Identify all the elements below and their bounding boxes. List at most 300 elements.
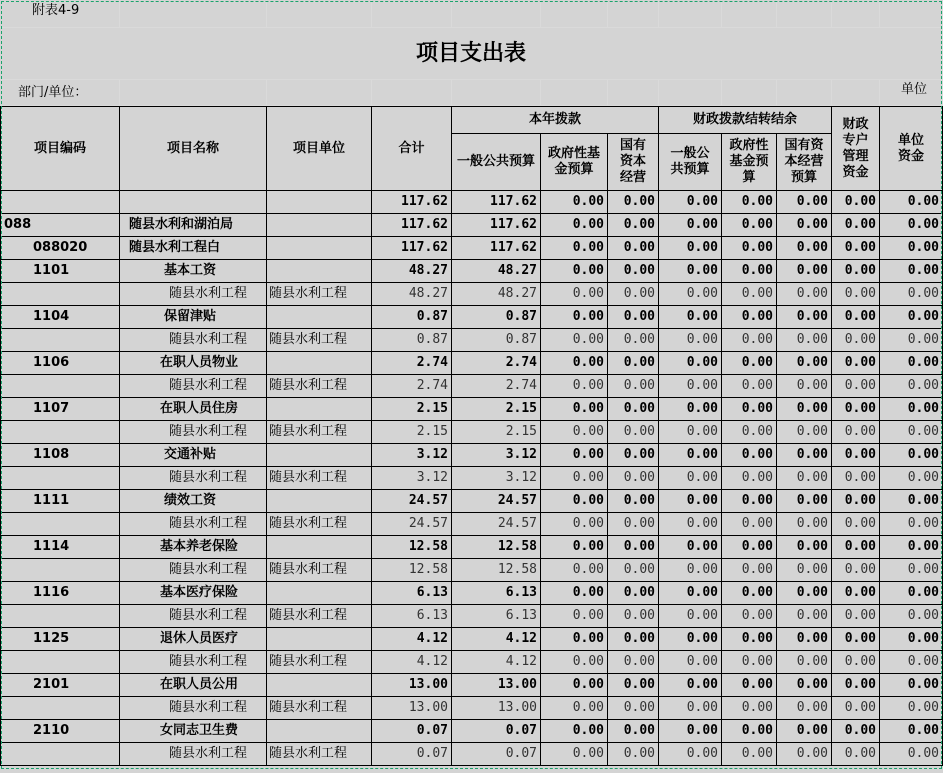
row-co-gov-fund[interactable]: 0.00 — [722, 628, 777, 651]
row-co-state-capital[interactable]: 0.00 — [777, 651, 832, 674]
row-special-fund[interactable]: 0.00 — [832, 260, 880, 283]
row-gov-fund[interactable]: 0.00 — [541, 283, 608, 306]
row-co-gov-fund[interactable]: 0.00 — [722, 398, 777, 421]
row-general-budget[interactable]: 0.87 — [452, 306, 541, 329]
row-code[interactable] — [0, 329, 120, 352]
row-co-gov-fund[interactable]: 0.00 — [722, 260, 777, 283]
row-special-fund[interactable]: 0.00 — [832, 697, 880, 720]
row-co-gov-fund[interactable]: 0.00 — [722, 490, 777, 513]
row-special-fund[interactable]: 0.00 — [832, 651, 880, 674]
row-co-gov-fund[interactable]: 0.00 — [722, 697, 777, 720]
row-code[interactable]: 2101 — [0, 674, 120, 697]
cell-d1[interactable] — [372, 0, 452, 28]
row-special-fund[interactable]: 0.00 — [832, 628, 880, 651]
row-unit[interactable]: 随县水利工程 — [267, 651, 372, 674]
row-gov-fund[interactable]: 0.00 — [541, 375, 608, 398]
row-general-budget[interactable]: 3.12 — [452, 444, 541, 467]
row-general-budget[interactable]: 13.00 — [452, 697, 541, 720]
row-co-gov-fund[interactable]: 0.00 — [722, 329, 777, 352]
row-total[interactable]: 117.62 — [372, 191, 452, 214]
row-co-state-capital[interactable]: 0.00 — [777, 582, 832, 605]
row-co-state-capital[interactable]: 0.00 — [777, 306, 832, 329]
row-co-general[interactable]: 0.00 — [659, 605, 722, 628]
row-co-gov-fund[interactable]: 0.00 — [722, 536, 777, 559]
row-unit-fund[interactable]: 0.00 — [880, 214, 943, 237]
row-general-budget[interactable]: 3.12 — [452, 467, 541, 490]
row-special-fund[interactable]: 0.00 — [832, 306, 880, 329]
row-unit[interactable] — [267, 398, 372, 421]
row-co-general[interactable]: 0.00 — [659, 467, 722, 490]
row-co-state-capital[interactable]: 0.00 — [777, 444, 832, 467]
row-co-general[interactable]: 0.00 — [659, 674, 722, 697]
row-state-capital[interactable]: 0.00 — [608, 237, 659, 260]
row-state-capital[interactable]: 0.00 — [608, 720, 659, 743]
row-co-state-capital[interactable]: 0.00 — [777, 421, 832, 444]
row-unit[interactable]: 随县水利工程 — [267, 743, 372, 766]
row-special-fund[interactable]: 0.00 — [832, 421, 880, 444]
row-name[interactable]: 基本工资 — [120, 260, 267, 283]
cell-b1[interactable] — [120, 0, 267, 28]
row-co-state-capital[interactable]: 0.00 — [777, 398, 832, 421]
row-state-capital[interactable]: 0.00 — [608, 444, 659, 467]
row-general-budget[interactable]: 117.62 — [452, 237, 541, 260]
row-special-fund[interactable]: 0.00 — [832, 674, 880, 697]
cell-k3[interactable] — [832, 80, 880, 106]
row-co-general[interactable]: 0.00 — [659, 329, 722, 352]
row-code[interactable]: 1101 — [0, 260, 120, 283]
row-code[interactable]: 1116 — [0, 582, 120, 605]
row-code[interactable] — [0, 467, 120, 490]
row-co-gov-fund[interactable]: 0.00 — [722, 191, 777, 214]
row-co-general[interactable]: 0.00 — [659, 490, 722, 513]
row-unit[interactable] — [267, 260, 372, 283]
row-general-budget[interactable]: 48.27 — [452, 283, 541, 306]
row-co-gov-fund[interactable]: 0.00 — [722, 582, 777, 605]
row-code[interactable] — [0, 743, 120, 766]
row-special-fund[interactable]: 0.00 — [832, 467, 880, 490]
row-gov-fund[interactable]: 0.00 — [541, 421, 608, 444]
row-co-gov-fund[interactable]: 0.00 — [722, 375, 777, 398]
cell-i3[interactable] — [722, 80, 777, 106]
row-co-state-capital[interactable]: 0.00 — [777, 674, 832, 697]
row-state-capital[interactable]: 0.00 — [608, 260, 659, 283]
row-co-general[interactable]: 0.00 — [659, 697, 722, 720]
row-unit[interactable]: 随县水利工程 — [267, 329, 372, 352]
row-special-fund[interactable]: 0.00 — [832, 605, 880, 628]
cell-h3[interactable] — [659, 80, 722, 106]
row-unit-fund[interactable]: 0.00 — [880, 559, 943, 582]
row-code[interactable] — [0, 375, 120, 398]
row-special-fund[interactable]: 0.00 — [832, 283, 880, 306]
row-total[interactable]: 48.27 — [372, 283, 452, 306]
row-state-capital[interactable]: 0.00 — [608, 582, 659, 605]
cell-g1[interactable] — [608, 0, 659, 28]
row-code[interactable] — [0, 651, 120, 674]
cell-e3[interactable] — [452, 80, 541, 106]
row-special-fund[interactable]: 0.00 — [832, 536, 880, 559]
row-state-capital[interactable]: 0.00 — [608, 674, 659, 697]
row-unit-fund[interactable]: 0.00 — [880, 352, 943, 375]
row-co-gov-fund[interactable]: 0.00 — [722, 467, 777, 490]
row-unit-fund[interactable]: 0.00 — [880, 697, 943, 720]
row-gov-fund[interactable]: 0.00 — [541, 237, 608, 260]
row-name[interactable]: 女同志卫生费 — [120, 720, 267, 743]
row-unit-fund[interactable]: 0.00 — [880, 536, 943, 559]
row-unit[interactable] — [267, 191, 372, 214]
row-name[interactable]: 随县水利工程 — [120, 559, 267, 582]
row-gov-fund[interactable]: 0.00 — [541, 398, 608, 421]
row-state-capital[interactable]: 0.00 — [608, 375, 659, 398]
row-total[interactable]: 2.74 — [372, 375, 452, 398]
row-gov-fund[interactable]: 0.00 — [541, 214, 608, 237]
row-special-fund[interactable]: 0.00 — [832, 513, 880, 536]
row-co-general[interactable]: 0.00 — [659, 651, 722, 674]
row-total[interactable]: 0.87 — [372, 329, 452, 352]
cell-d3[interactable] — [372, 80, 452, 106]
row-gov-fund[interactable]: 0.00 — [541, 329, 608, 352]
row-code[interactable] — [0, 559, 120, 582]
row-general-budget[interactable]: 0.07 — [452, 720, 541, 743]
row-state-capital[interactable]: 0.00 — [608, 559, 659, 582]
row-state-capital[interactable]: 0.00 — [608, 421, 659, 444]
row-co-gov-fund[interactable]: 0.00 — [722, 306, 777, 329]
row-name[interactable]: 随县水利工程 — [120, 743, 267, 766]
row-special-fund[interactable]: 0.00 — [832, 559, 880, 582]
row-general-budget[interactable]: 6.13 — [452, 605, 541, 628]
row-unit-fund[interactable]: 0.00 — [880, 237, 943, 260]
row-unit-fund[interactable]: 0.00 — [880, 444, 943, 467]
row-general-budget[interactable]: 24.57 — [452, 513, 541, 536]
row-code[interactable] — [0, 421, 120, 444]
row-special-fund[interactable]: 0.00 — [832, 237, 880, 260]
row-gov-fund[interactable]: 0.00 — [541, 536, 608, 559]
row-name[interactable]: 绩效工资 — [120, 490, 267, 513]
row-co-state-capital[interactable]: 0.00 — [777, 490, 832, 513]
row-gov-fund[interactable]: 0.00 — [541, 605, 608, 628]
row-code[interactable]: 1104 — [0, 306, 120, 329]
row-gov-fund[interactable]: 0.00 — [541, 582, 608, 605]
row-co-general[interactable]: 0.00 — [659, 260, 722, 283]
row-unit-fund[interactable]: 0.00 — [880, 191, 943, 214]
row-name[interactable]: 随县水利和湖泊局 — [120, 214, 267, 237]
row-state-capital[interactable]: 0.00 — [608, 490, 659, 513]
cell-j1[interactable] — [777, 0, 832, 28]
row-co-gov-fund[interactable]: 0.00 — [722, 651, 777, 674]
row-total[interactable]: 2.15 — [372, 421, 452, 444]
row-unit-fund[interactable]: 0.00 — [880, 605, 943, 628]
row-special-fund[interactable]: 0.00 — [832, 490, 880, 513]
row-unit-fund[interactable]: 0.00 — [880, 674, 943, 697]
row-total[interactable]: 48.27 — [372, 260, 452, 283]
row-unit-fund[interactable]: 0.00 — [880, 260, 943, 283]
row-gov-fund[interactable]: 0.00 — [541, 697, 608, 720]
cell-f3[interactable] — [541, 80, 608, 106]
row-name[interactable]: 随县水利工程 — [120, 651, 267, 674]
row-unit[interactable] — [267, 237, 372, 260]
row-code[interactable]: 1111 — [0, 490, 120, 513]
row-co-state-capital[interactable]: 0.00 — [777, 628, 832, 651]
row-state-capital[interactable]: 0.00 — [608, 467, 659, 490]
row-general-budget[interactable]: 2.15 — [452, 421, 541, 444]
row-general-budget[interactable]: 12.58 — [452, 559, 541, 582]
row-total[interactable]: 4.12 — [372, 628, 452, 651]
row-unit-fund[interactable]: 0.00 — [880, 375, 943, 398]
row-co-state-capital[interactable]: 0.00 — [777, 605, 832, 628]
row-co-state-capital[interactable]: 0.00 — [777, 467, 832, 490]
row-total[interactable]: 24.57 — [372, 513, 452, 536]
row-total[interactable]: 0.07 — [372, 743, 452, 766]
row-total[interactable]: 4.12 — [372, 651, 452, 674]
row-name[interactable]: 交通补贴 — [120, 444, 267, 467]
row-co-general[interactable]: 0.00 — [659, 191, 722, 214]
row-total[interactable]: 12.58 — [372, 559, 452, 582]
row-state-capital[interactable]: 0.00 — [608, 306, 659, 329]
row-gov-fund[interactable]: 0.00 — [541, 513, 608, 536]
row-unit-fund[interactable]: 0.00 — [880, 743, 943, 766]
row-total[interactable]: 13.00 — [372, 697, 452, 720]
row-unit-fund[interactable]: 0.00 — [880, 628, 943, 651]
row-name[interactable]: 在职人员物业 — [120, 352, 267, 375]
row-unit[interactable] — [267, 352, 372, 375]
row-code[interactable]: 1114 — [0, 536, 120, 559]
row-name[interactable]: 随县水利工程 — [120, 605, 267, 628]
row-co-state-capital[interactable]: 0.00 — [777, 260, 832, 283]
row-name[interactable]: 在职人员公用 — [120, 674, 267, 697]
row-co-gov-fund[interactable]: 0.00 — [722, 743, 777, 766]
row-co-general[interactable]: 0.00 — [659, 283, 722, 306]
row-unit[interactable] — [267, 582, 372, 605]
row-co-general[interactable]: 0.00 — [659, 559, 722, 582]
row-state-capital[interactable]: 0.00 — [608, 329, 659, 352]
row-code[interactable] — [0, 697, 120, 720]
row-total[interactable]: 12.58 — [372, 536, 452, 559]
row-state-capital[interactable]: 0.00 — [608, 283, 659, 306]
row-general-budget[interactable]: 4.12 — [452, 628, 541, 651]
row-co-general[interactable]: 0.00 — [659, 237, 722, 260]
row-total[interactable]: 117.62 — [372, 237, 452, 260]
cell-j3[interactable] — [777, 80, 832, 106]
row-unit[interactable] — [267, 536, 372, 559]
row-gov-fund[interactable]: 0.00 — [541, 559, 608, 582]
row-code[interactable]: 1106 — [0, 352, 120, 375]
row-code[interactable] — [0, 191, 120, 214]
row-name[interactable]: 保留津贴 — [120, 306, 267, 329]
row-name[interactable]: 随县水利工程 — [120, 513, 267, 536]
row-code[interactable]: 1108 — [0, 444, 120, 467]
row-unit[interactable] — [267, 674, 372, 697]
row-special-fund[interactable]: 0.00 — [832, 191, 880, 214]
row-unit-fund[interactable]: 0.00 — [880, 651, 943, 674]
row-name[interactable]: 随县水利工程 — [120, 421, 267, 444]
row-gov-fund[interactable]: 0.00 — [541, 490, 608, 513]
row-co-gov-fund[interactable]: 0.00 — [722, 444, 777, 467]
row-general-budget[interactable]: 117.62 — [452, 191, 541, 214]
row-total[interactable]: 3.12 — [372, 467, 452, 490]
row-total[interactable]: 0.07 — [372, 720, 452, 743]
row-general-budget[interactable]: 2.74 — [452, 375, 541, 398]
row-co-general[interactable]: 0.00 — [659, 398, 722, 421]
row-co-general[interactable]: 0.00 — [659, 421, 722, 444]
row-gov-fund[interactable]: 0.00 — [541, 444, 608, 467]
row-state-capital[interactable]: 0.00 — [608, 605, 659, 628]
row-co-state-capital[interactable]: 0.00 — [777, 283, 832, 306]
row-co-general[interactable]: 0.00 — [659, 306, 722, 329]
cell-c1[interactable] — [267, 0, 372, 28]
row-total[interactable]: 3.12 — [372, 444, 452, 467]
cell-l1[interactable] — [880, 0, 943, 28]
row-state-capital[interactable]: 0.00 — [608, 536, 659, 559]
row-unit[interactable] — [267, 306, 372, 329]
row-total[interactable]: 6.13 — [372, 582, 452, 605]
row-unit-fund[interactable]: 0.00 — [880, 421, 943, 444]
row-special-fund[interactable]: 0.00 — [832, 329, 880, 352]
row-general-budget[interactable]: 24.57 — [452, 490, 541, 513]
row-name[interactable]: 退休人员医疗 — [120, 628, 267, 651]
row-gov-fund[interactable]: 0.00 — [541, 191, 608, 214]
row-name[interactable]: 随县水利工程白 — [120, 237, 267, 260]
row-gov-fund[interactable]: 0.00 — [541, 306, 608, 329]
row-special-fund[interactable]: 0.00 — [832, 352, 880, 375]
cell-h1[interactable] — [659, 0, 722, 28]
row-co-gov-fund[interactable]: 0.00 — [722, 352, 777, 375]
row-unit-fund[interactable]: 0.00 — [880, 306, 943, 329]
row-co-state-capital[interactable]: 0.00 — [777, 513, 832, 536]
row-general-budget[interactable]: 0.07 — [452, 743, 541, 766]
row-name[interactable]: 基本养老保险 — [120, 536, 267, 559]
row-co-gov-fund[interactable]: 0.00 — [722, 674, 777, 697]
row-unit-fund[interactable]: 0.00 — [880, 467, 943, 490]
row-general-budget[interactable]: 117.62 — [452, 214, 541, 237]
row-state-capital[interactable]: 0.00 — [608, 398, 659, 421]
row-co-gov-fund[interactable]: 0.00 — [722, 421, 777, 444]
row-general-budget[interactable]: 2.74 — [452, 352, 541, 375]
row-co-general[interactable]: 0.00 — [659, 352, 722, 375]
row-general-budget[interactable]: 13.00 — [452, 674, 541, 697]
row-code[interactable]: 088 — [0, 214, 120, 237]
row-co-general[interactable]: 0.00 — [659, 536, 722, 559]
row-co-gov-fund[interactable]: 0.00 — [722, 559, 777, 582]
row-unit[interactable]: 随县水利工程 — [267, 605, 372, 628]
row-co-state-capital[interactable]: 0.00 — [777, 720, 832, 743]
row-special-fund[interactable]: 0.00 — [832, 720, 880, 743]
cell-a1[interactable] — [0, 0, 120, 28]
row-name[interactable]: 随县水利工程 — [120, 283, 267, 306]
cell-c3[interactable] — [267, 80, 372, 106]
row-name[interactable]: 在职人员住房 — [120, 398, 267, 421]
row-unit-fund[interactable]: 0.00 — [880, 490, 943, 513]
row-co-state-capital[interactable]: 0.00 — [777, 697, 832, 720]
row-co-general[interactable]: 0.00 — [659, 628, 722, 651]
row-general-budget[interactable]: 0.87 — [452, 329, 541, 352]
row-special-fund[interactable]: 0.00 — [832, 375, 880, 398]
row-code[interactable]: 2110 — [0, 720, 120, 743]
row-special-fund[interactable]: 0.00 — [832, 444, 880, 467]
row-unit-fund[interactable]: 0.00 — [880, 582, 943, 605]
row-co-general[interactable]: 0.00 — [659, 743, 722, 766]
cell-k1[interactable] — [832, 0, 880, 28]
row-special-fund[interactable]: 0.00 — [832, 214, 880, 237]
row-co-gov-fund[interactable]: 0.00 — [722, 513, 777, 536]
row-code[interactable]: 1125 — [0, 628, 120, 651]
row-name[interactable]: 随县水利工程 — [120, 467, 267, 490]
row-co-general[interactable]: 0.00 — [659, 444, 722, 467]
row-co-general[interactable]: 0.00 — [659, 582, 722, 605]
row-total[interactable]: 13.00 — [372, 674, 452, 697]
row-state-capital[interactable]: 0.00 — [608, 513, 659, 536]
row-unit[interactable] — [267, 490, 372, 513]
row-unit[interactable] — [267, 214, 372, 237]
row-co-gov-fund[interactable]: 0.00 — [722, 283, 777, 306]
dept-label-cell[interactable] — [0, 80, 120, 106]
cell-b3[interactable] — [120, 80, 267, 106]
row-state-capital[interactable]: 0.00 — [608, 352, 659, 375]
row-co-gov-fund[interactable]: 0.00 — [722, 237, 777, 260]
row-co-general[interactable]: 0.00 — [659, 214, 722, 237]
row-gov-fund[interactable]: 0.00 — [541, 743, 608, 766]
row-unit[interactable]: 随县水利工程 — [267, 467, 372, 490]
row-code[interactable] — [0, 283, 120, 306]
row-special-fund[interactable]: 0.00 — [832, 582, 880, 605]
row-co-general[interactable]: 0.00 — [659, 375, 722, 398]
row-co-gov-fund[interactable]: 0.00 — [722, 605, 777, 628]
row-code[interactable] — [0, 513, 120, 536]
row-gov-fund[interactable]: 0.00 — [541, 352, 608, 375]
row-gov-fund[interactable]: 0.00 — [541, 467, 608, 490]
row-total[interactable]: 2.15 — [372, 398, 452, 421]
row-co-state-capital[interactable]: 0.00 — [777, 559, 832, 582]
row-general-budget[interactable]: 2.15 — [452, 398, 541, 421]
row-total[interactable]: 117.62 — [372, 214, 452, 237]
row-total[interactable]: 0.87 — [372, 306, 452, 329]
row-unit-fund[interactable]: 0.00 — [880, 398, 943, 421]
row-gov-fund[interactable]: 0.00 — [541, 628, 608, 651]
row-code[interactable]: 1107 — [0, 398, 120, 421]
row-total[interactable]: 6.13 — [372, 605, 452, 628]
row-state-capital[interactable]: 0.00 — [608, 651, 659, 674]
row-gov-fund[interactable]: 0.00 — [541, 260, 608, 283]
cell-e1[interactable] — [452, 0, 541, 28]
row-general-budget[interactable]: 6.13 — [452, 582, 541, 605]
row-general-budget[interactable]: 48.27 — [452, 260, 541, 283]
row-co-state-capital[interactable]: 0.00 — [777, 536, 832, 559]
row-unit[interactable]: 随县水利工程 — [267, 375, 372, 398]
row-co-general[interactable]: 0.00 — [659, 720, 722, 743]
row-code[interactable]: 088020 — [0, 237, 120, 260]
row-unit-fund[interactable]: 0.00 — [880, 329, 943, 352]
row-unit-fund[interactable]: 0.00 — [880, 720, 943, 743]
row-special-fund[interactable]: 0.00 — [832, 398, 880, 421]
row-state-capital[interactable]: 0.00 — [608, 191, 659, 214]
row-unit[interactable]: 随县水利工程 — [267, 283, 372, 306]
row-gov-fund[interactable]: 0.00 — [541, 651, 608, 674]
row-unit[interactable]: 随县水利工程 — [267, 559, 372, 582]
row-code[interactable] — [0, 605, 120, 628]
row-gov-fund[interactable]: 0.00 — [541, 674, 608, 697]
row-general-budget[interactable]: 12.58 — [452, 536, 541, 559]
row-unit[interactable] — [267, 720, 372, 743]
row-unit[interactable] — [267, 444, 372, 467]
row-co-gov-fund[interactable]: 0.00 — [722, 720, 777, 743]
row-name[interactable]: 随县水利工程 — [120, 375, 267, 398]
row-name[interactable]: 随县水利工程 — [120, 697, 267, 720]
row-unit-fund[interactable]: 0.00 — [880, 283, 943, 306]
row-name[interactable]: 基本医疗保险 — [120, 582, 267, 605]
row-general-budget[interactable]: 4.12 — [452, 651, 541, 674]
row-gov-fund[interactable]: 0.00 — [541, 720, 608, 743]
row-unit[interactable]: 随县水利工程 — [267, 513, 372, 536]
row-state-capital[interactable]: 0.00 — [608, 743, 659, 766]
row-special-fund[interactable]: 0.00 — [832, 743, 880, 766]
